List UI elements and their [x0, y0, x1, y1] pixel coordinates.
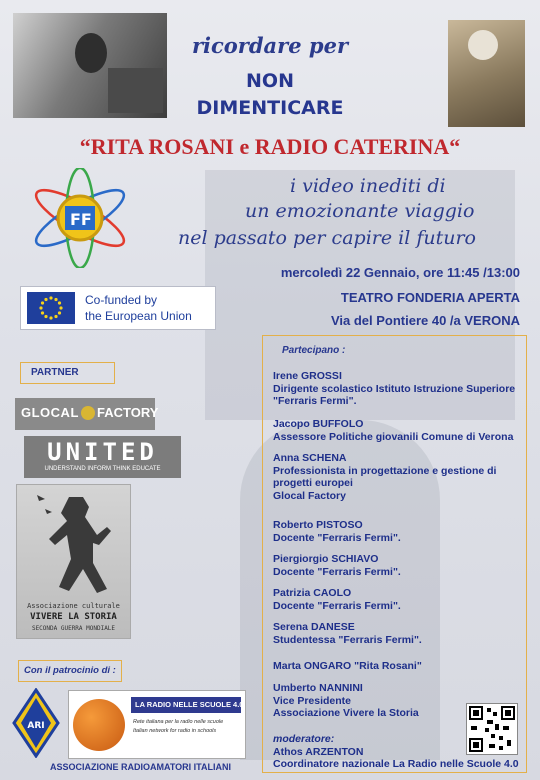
patrocinio-label: Con il patrocinio di :: [24, 665, 116, 676]
glocal-leaf-icon: [81, 406, 95, 420]
partner-label: PARTNER: [31, 367, 79, 378]
glocal-factory-logo: [15, 398, 159, 430]
vls-line-1: Associazione culturale: [27, 602, 120, 610]
qr-code-icon: [467, 704, 517, 754]
ari-caption: ASSOCIAZIONE RADIOAMATORI ITALIANI: [50, 762, 231, 772]
event-title: “RITA ROSANI e RADIO CATERINA“: [79, 134, 461, 159]
subtitle-line-3: nel passato per capire il futuro: [178, 227, 476, 249]
qr-code[interactable]: [466, 703, 518, 755]
event-address: Via del Pontiere 40 /a VERONA: [330, 313, 520, 328]
header-line-1: ricordare per: [191, 33, 349, 58]
patrocinio-label-box: [18, 660, 122, 682]
soldier-silhouette-icon: [17, 485, 130, 595]
participant-2: Anna SCHENA Professionista in progettazione e gestione di progetti europei Glocal Factory: [273, 452, 497, 502]
header-line-3: DIMENTICARE: [196, 97, 344, 119]
united-subtitle: UNDERSTAND INFORM THINK EDUCATE: [44, 466, 161, 472]
participant-0: Irene GROSSI Dirigente scolastico Istituto Istruzione Superiore "Ferraris Fermi".: [273, 370, 516, 407]
eu-text-line-1: Co-funded by: [85, 293, 158, 307]
moderator-name: Athos ARZENTON: [273, 745, 364, 758]
eu-text-line-2: the European Union: [85, 309, 192, 323]
united-logo: [24, 436, 181, 478]
radio-mascot-icon: [73, 699, 125, 751]
school-logo: [25, 168, 135, 268]
vls-line-2: VIVERE LA STORIA: [30, 612, 117, 622]
glocal-text: GLOCAL: [21, 405, 79, 420]
radio-scuole-sub1: Rete italiana per la radio nelle scuole: [133, 719, 224, 725]
participant-7: Marta ONGARO "Rita Rosani": [273, 660, 422, 672]
vls-line-3: SECONDA GUERRA MONDIALE: [31, 625, 116, 632]
ari-logo: [12, 688, 60, 758]
svg-text:ARI: ARI: [27, 721, 45, 731]
event-datetime: mercoledì 22 Gennaio, ore 11:45 /13:00: [280, 265, 520, 280]
subtitle-line-2: un emozionante viaggio: [245, 200, 475, 222]
participants-label: Partecipano :: [282, 345, 346, 356]
factory-text: FACTORY: [97, 405, 159, 420]
header-line-2: NON: [246, 70, 294, 92]
participant-6: Serena DANESE Studentessa "Ferraris Fermi".: [273, 621, 422, 646]
participant-1: Jacopo BUFFOLO Assessore Politiche giovanili Comune di Verona: [273, 418, 514, 443]
radio-scuole-logo: [68, 690, 246, 759]
eu-flag-icon: [27, 292, 75, 324]
svg-text:FF: FF: [70, 210, 92, 229]
radio-scuole-sub2: Italian network for radio in schools: [133, 728, 217, 734]
moderator-label: moderatore:: [273, 733, 335, 745]
participant-5: Patrizia CAOLO Docente "Ferraris Fermi".: [273, 587, 401, 612]
moderator-role: Coordinatore nazionale La Radio nelle Scuole 4.0: [273, 758, 519, 770]
partner-label-box: [20, 362, 115, 384]
participant-3: Roberto PISTOSO Docente "Ferraris Fermi".: [273, 519, 401, 544]
participant-4: Piergiorgio SCHIAVO Docente "Ferraris Fermi".: [273, 553, 401, 578]
united-text: UNITED: [47, 438, 158, 466]
ari-diamond-icon: [12, 688, 60, 758]
participant-8: Umberto NANNINI Vice Presidente Associazione Vivere la Storia: [273, 682, 419, 719]
vivere-la-storia-logo: [16, 484, 131, 639]
radio-scuole-title: LA RADIO NELLE SCUOLE 4.0: [135, 700, 244, 709]
eu-funding-box: [20, 286, 216, 330]
subtitle-line-1: i video inediti di: [290, 175, 446, 197]
event-venue: TEATRO FONDERIA APERTA: [340, 290, 520, 305]
atom-gear-logo-icon: [25, 168, 135, 268]
